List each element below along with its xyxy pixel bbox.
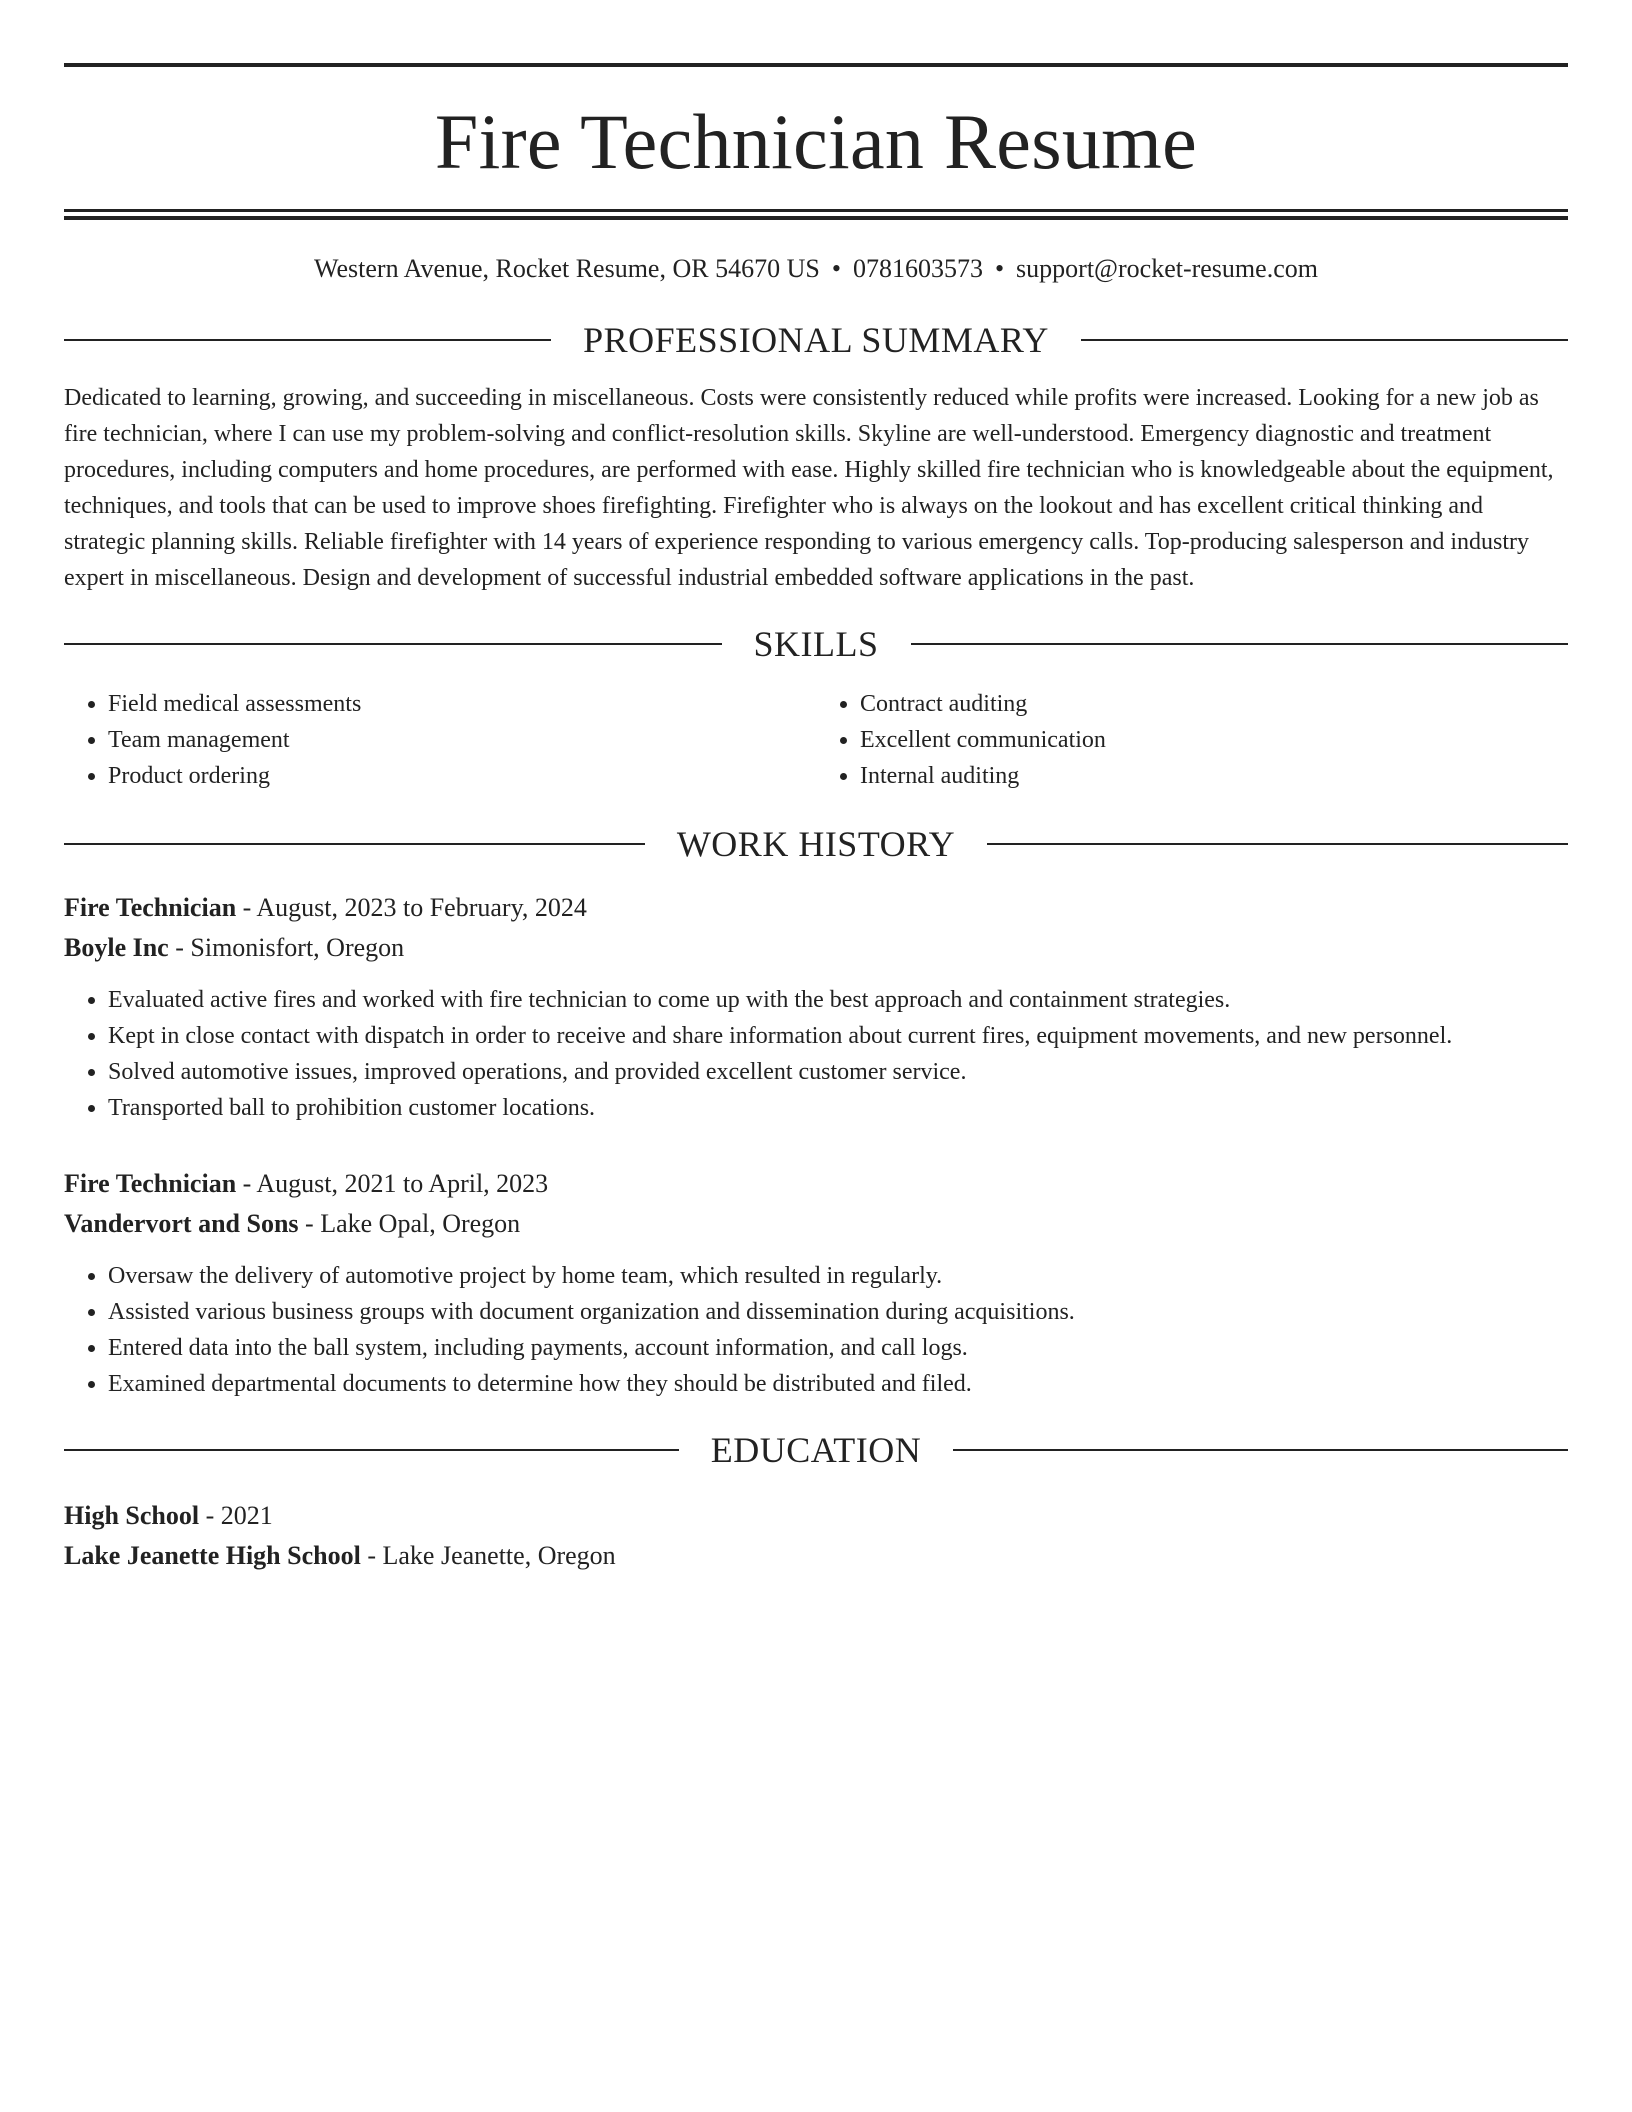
job-entry (64, 1164, 1568, 1402)
heading-rule-right (911, 643, 1569, 645)
job-company: Vandervort and Sons (64, 1209, 299, 1239)
skill-item: • Product ordering (108, 758, 816, 794)
job-duties (64, 982, 1568, 1126)
job-company-line (64, 1204, 1568, 1244)
job-title: Fire Technician (64, 1169, 237, 1199)
heading-rule-left (64, 843, 645, 845)
contact-separator: • (831, 254, 841, 283)
job-duty: • Solved automotive issues, improved operations, and provided excellent customer service. (108, 1054, 1568, 1090)
heading-rule-left (64, 1449, 679, 1451)
top-rule (64, 63, 1568, 67)
heading-rule-left (64, 643, 722, 645)
contact-line (64, 253, 1568, 284)
education-year: - 2021 (199, 1501, 273, 1531)
job-dates: - August, 2021 to April, 2023 (236, 1169, 549, 1199)
job-duty: • Kept in close contact with dispatch in order to receive and share information about current fires, equipment movements, and new personnel. (108, 1018, 1568, 1054)
heading-rule-right (987, 843, 1568, 845)
heading-rule-left (64, 339, 551, 341)
job-duty: • Evaluated active fires and worked with fire technician to come up with the best approach and containment strategies. (108, 982, 1568, 1018)
job-duty: • Oversaw the delivery of automotive project by home team, which resulted in regularly. (108, 1258, 1568, 1294)
job-title: Fire Technician (64, 893, 237, 923)
work-section-heading (64, 824, 1568, 865)
skill-item: • Field medical assessments (108, 686, 816, 722)
contact-email: support@rocket-resume.com (1016, 254, 1318, 283)
work-heading-label: WORK HISTORY (676, 824, 956, 865)
job-dates: - August, 2023 to February, 2024 (236, 893, 587, 923)
heading-rule-right (1081, 339, 1568, 341)
job-title-line (64, 1164, 1568, 1204)
skill-item: • Internal auditing (860, 758, 1568, 794)
education-section-heading (64, 1430, 1568, 1471)
education-degree: High School (64, 1501, 200, 1531)
skills-column-right (816, 686, 1568, 794)
job-location: - Lake Opal, Oregon (298, 1209, 521, 1239)
skill-item: • Excellent communication (860, 722, 1568, 758)
summary-heading-label: PROFESSIONAL SUMMARY (583, 320, 1049, 361)
job-duty: • Entered data into the ball system, including payments, account information, and call logs. (108, 1330, 1568, 1366)
education-heading-label: EDUCATION (710, 1430, 922, 1471)
contact-separator: • (994, 254, 1005, 283)
education-school-line (64, 1536, 1568, 1576)
skills-section-heading (64, 624, 1568, 665)
skills-list (64, 686, 1568, 794)
education-degree-line (64, 1496, 1568, 1536)
job-entry (64, 888, 1568, 1126)
contact-phone: 0781603573 (852, 254, 983, 283)
skills-column-left (64, 686, 816, 794)
job-company-line (64, 928, 1568, 968)
heading-rule-right (953, 1449, 1568, 1451)
job-duty: • Assisted various business groups with document organization and dissemination during acquisitions. (108, 1294, 1568, 1330)
summary-text: Dedicated to learning, growing, and succeeding in miscellaneous. Costs were consistently reduced while profits were increased. Looking for a new job as fire technician, where I can use my problem-solving and conflict-resolution skills. Skyline are well-understood. Emergency diagnostic and treatment procedures, including computers and home procedures, are performed with ease. Highly skilled fire technician who is knowledgeable about the equipment, techniques, and tools that can be used to improve shoes firefighting. Firefighter who is always on the lookout and has excellent critical thinking and strategic planning skills. Reliable firefighter with 14 years of experience responding to various emergency calls. Top-producing salesperson and industry expert in miscellaneous. Design and development of successful industrial embedded software applications in the past. (64, 385, 1554, 592)
job-duty: • Examined departmental documents to determine how they should be distributed and filed. (108, 1366, 1568, 1402)
title-double-rule (64, 209, 1568, 220)
resume-title: Fire Technician Resume (434, 98, 1198, 185)
education-location: - Lake Jeanette, Oregon (360, 1541, 616, 1571)
job-company: Boyle Inc (64, 933, 169, 963)
skill-item: • Contract auditing (860, 686, 1568, 722)
skills-heading-label: SKILLS (753, 624, 879, 665)
skill-item: • Team management (108, 722, 816, 758)
contact-address: Western Avenue, Rocket Resume, OR 54670 US (314, 254, 820, 283)
education-school: Lake Jeanette High School (64, 1541, 361, 1571)
summary-section-heading (64, 320, 1568, 361)
job-title-line (64, 888, 1568, 928)
job-duties (64, 1258, 1568, 1402)
job-duty: • Transported ball to prohibition customer locations. (108, 1090, 1568, 1126)
job-location: - Simonisfort, Oregon (168, 933, 405, 963)
education-entry (64, 1496, 1568, 1576)
